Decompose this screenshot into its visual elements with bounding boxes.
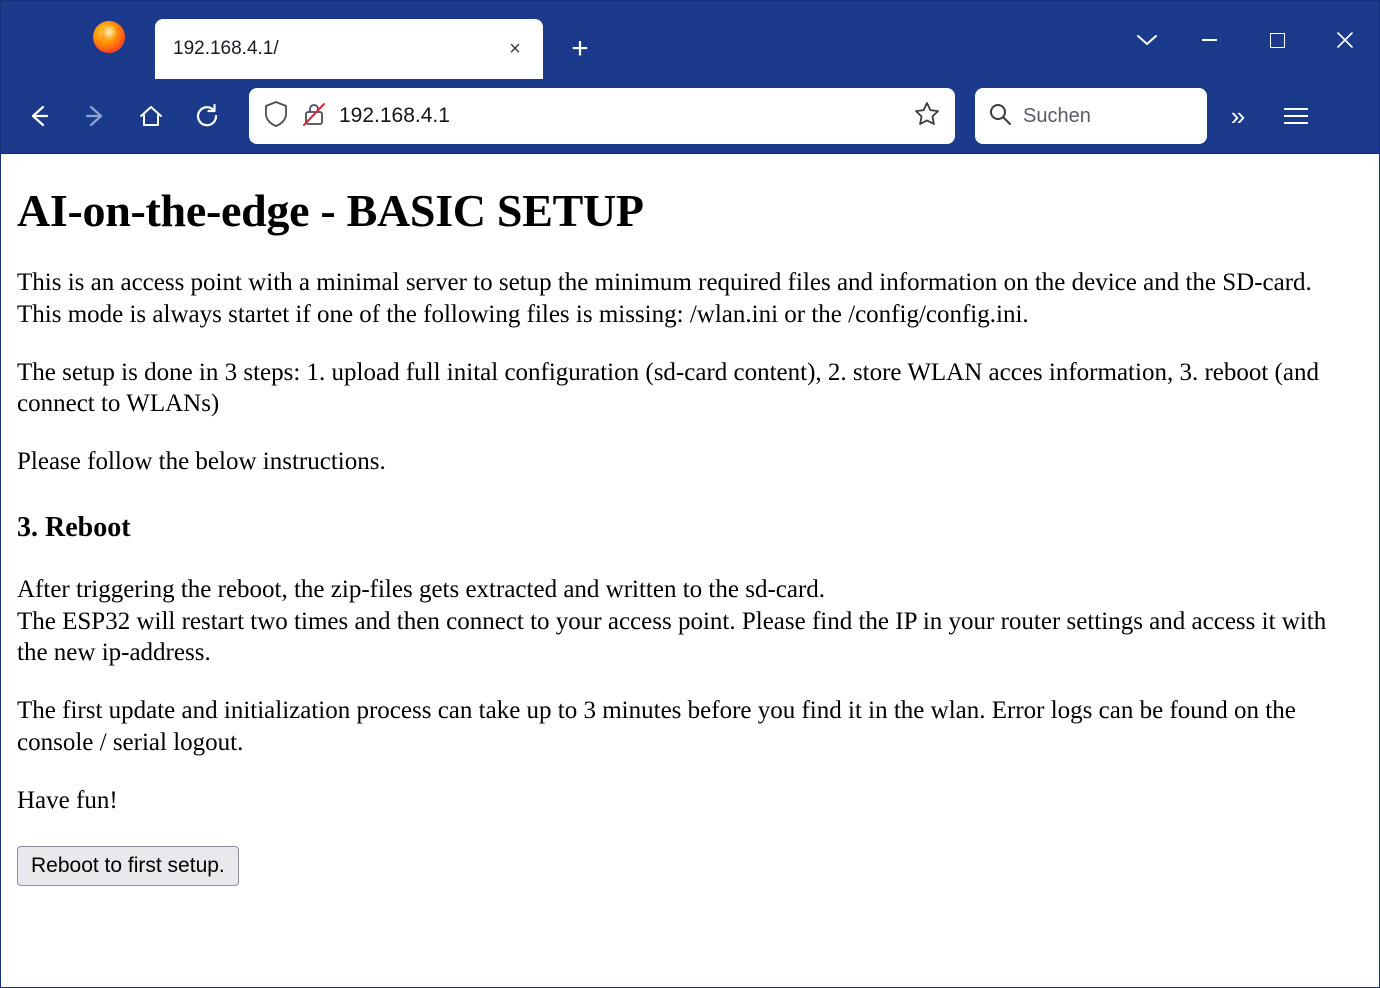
firefox-logo-icon [93, 21, 125, 53]
insecure-connection-icon[interactable] [301, 100, 327, 133]
closing-paragraph: Have fun! [17, 786, 118, 814]
bookmark-star-icon[interactable] [913, 100, 941, 133]
tab-title: 192.168.4.1/ [173, 38, 279, 59]
window-controls [1119, 1, 1379, 79]
url-bar[interactable] [249, 88, 955, 144]
new-tab-button[interactable]: + [571, 32, 589, 65]
close-tab-icon[interactable]: × [509, 38, 521, 60]
intro-paragraph: This is an access point with a minimal server to setup the minimum required files and information on the device and the SD-card. This mode is always startet if one of the following files is missing: /wlan.ini or the /config/config.ini. [17, 269, 1312, 328]
reboot-description-paragraph [17, 574, 1351, 669]
application-menu-button[interactable] [1269, 89, 1323, 143]
navigation-toolbar [1, 79, 1379, 153]
instructions-paragraph: Please follow the below instructions. [17, 448, 386, 475]
search-icon [987, 101, 1013, 132]
forward-button[interactable] [69, 90, 121, 142]
url-text[interactable]: 192.168.4.1 [339, 104, 450, 127]
overflow-menu-button[interactable]: » [1230, 100, 1246, 131]
reboot-description-line-1: After triggering the reboot, the zip-files gets extracted and written to the sd-card. [17, 575, 826, 603]
reload-button[interactable] [181, 90, 233, 142]
steps-paragraph: The setup is done in 3 steps: 1. upload full inital configuration (sd-card content), 2. store WLAN acces information, 3. reboot (and connect to WLANs) [17, 358, 1319, 418]
shield-icon[interactable] [263, 100, 289, 133]
page-content [1, 154, 1379, 906]
hamburger-icon [1284, 108, 1308, 124]
tab-bar [1, 1, 1379, 79]
content-left-edge [1, 154, 4, 987]
close-window-button[interactable] [1311, 1, 1379, 79]
page-title: AI-on-the-edge - BASIC SETUP [17, 185, 644, 236]
minimize-window-button[interactable] [1175, 1, 1243, 79]
back-button[interactable] [13, 90, 65, 142]
page-viewport [1, 153, 1379, 987]
search-bar[interactable] [975, 88, 1207, 144]
maximize-window-button[interactable] [1243, 1, 1311, 79]
search-input[interactable]: Suchen [1023, 104, 1091, 127]
reboot-to-first-setup-button[interactable]: Reboot to first setup. [17, 846, 239, 886]
home-button[interactable] [125, 90, 177, 142]
reboot-description-line-2: The ESP32 will restart two times and then connect to your access point. Please find the IP in your router settings and access it with the new ip-address. [17, 607, 1327, 667]
list-all-tabs-icon[interactable] [1119, 1, 1175, 79]
update-duration-paragraph: The first update and initialization process can take up to 3 minutes before you find it in the wlan. Error logs can be found on the console / serial logout. [17, 697, 1296, 756]
browser-tab[interactable] [155, 19, 543, 79]
section-heading-reboot: 3. Reboot [17, 511, 131, 543]
